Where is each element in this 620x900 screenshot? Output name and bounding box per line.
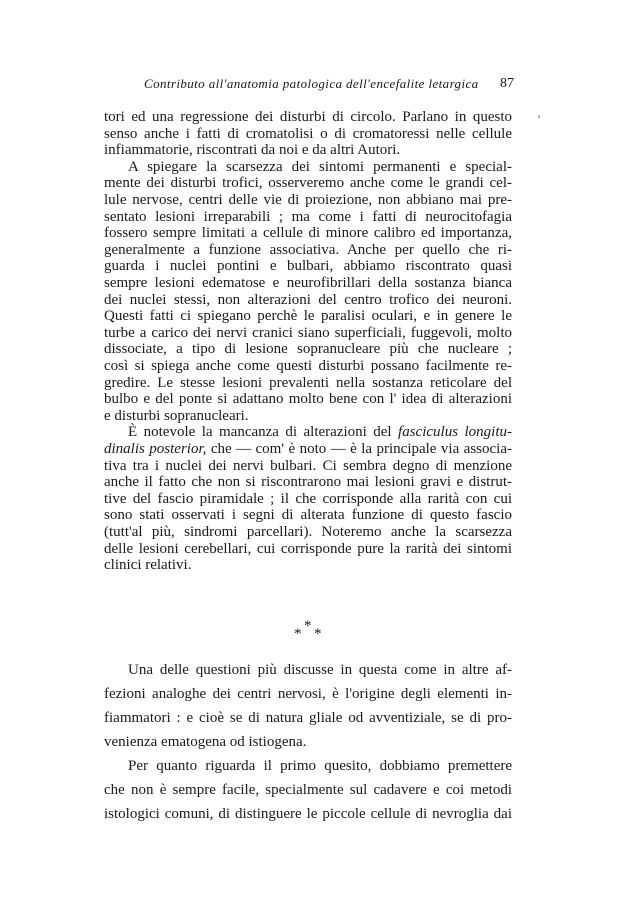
text-run: che — com' è noto — è la principale via associa-: [206, 441, 512, 457]
text-line: fossero sempre limitati a cellule di minore calibro ed importanza,: [104, 225, 512, 242]
text-line: clinici relativi.: [104, 557, 192, 574]
text-line: tive del fascio piramidale ; il che corrisponde alla rarità con cui: [104, 490, 512, 507]
text-line: turbe a carico dei nervi cranici siano superficiali, fuggevoli, molto: [104, 324, 512, 341]
text-line: che non è sempre facile, specialmente sul cadavere e coi metodi: [104, 782, 512, 798]
text-line: sono stati osservati i segni di alterata funzione di questo fascio: [104, 507, 512, 524]
text-line: infiammatorie, riscontrati da noi e da altri Autori.: [104, 142, 401, 159]
asterism-star: *: [314, 626, 322, 642]
italic-term: dinalis posterior,: [104, 441, 207, 457]
text-line: (tutt'al più, sindromi parcellari). Noteremo anche la scarsezza: [104, 524, 512, 540]
margin-mark: ': [538, 112, 541, 126]
text-line: sempre lesioni edematose e neurofibrillari della sostanza bianca: [104, 275, 512, 291]
text-line: lule nervose, centri delle vie di proiezione, non abbiano mai pre-: [104, 192, 512, 208]
text-line: senso anche i fatti di cromatolisi o di cromatoressi nelle cellule: [104, 125, 512, 142]
running-header: [104, 76, 518, 98]
running-title: Contributo all'anatomia patologica dell'encefalite letargica: [144, 76, 479, 91]
text-line: [128, 423, 512, 441]
text-line: A spiegare la scarsezza dei sintomi permanenti e special-: [128, 158, 512, 175]
text-line: fiammatori : e cioè se di natura gliale od avventiziale, se di pro-: [104, 710, 512, 726]
text-line: sentato lesioni irreparabili ; ma come i fatti di neurocitofagia: [104, 208, 512, 225]
text-line: Per quanto riguarda il primo quesito, dobbiamo premettere: [128, 758, 512, 774]
asterism-star: *: [304, 618, 312, 634]
section-asterism: [280, 618, 340, 648]
text-line: Questi fatti ci spiegano perchè le paralisi oculari, e in genere le: [104, 308, 512, 325]
text-line: mente dei disturbi trofici, osserveremo anche come le grandi cel-: [104, 175, 512, 192]
asterism-star: *: [294, 626, 302, 642]
text-line: così si spiega anche come questi disturbi possano facilmente re-: [104, 358, 512, 374]
text-line: anche il fatto che non si riscontrarono mai lesioni gravi e distrut-: [104, 474, 512, 491]
text-line: tiva tra i nuclei dei nervi bulbari. Ci sembra degno di menzione: [104, 457, 512, 474]
text-line: dei nuclei stessi, non alterazioni del centro trofico dei neuroni.: [104, 291, 512, 308]
text-line: dissociate, a tipo di lesione sopranucleare più che nucleare ;: [104, 341, 512, 358]
italic-term: fasciculus longitu-: [398, 424, 512, 441]
text-line: istologici comuni, di distinguere le piccole cellule di nevroglia dai: [104, 806, 512, 822]
text-line: fezioni analoghe dei centri nervosi, è l'origine degli elementi in-: [104, 686, 512, 702]
text-line: e disturbi sopranucleari.: [104, 407, 249, 424]
text-line: gredire. Le stesse lesioni prevalenti nella sostanza reticolare del: [104, 374, 512, 391]
text-line: guarda i nuclei pontini e bulbari, abbiamo riscontrato quasi: [104, 258, 512, 275]
text-line: [104, 440, 512, 458]
text-line: tori ed una regressione dei disturbi di circolo. Parlano in questo: [104, 109, 512, 125]
text-line: generalmente a funzione associativa. Anche per quello che ri-: [104, 241, 512, 258]
text-line: venienza ematogena od istiogena.: [104, 734, 307, 750]
text-line: bulbo e del ponte si adattano molto bene con l' idea di alterazioni: [104, 391, 512, 408]
text-line: Una delle questioni più discusse in questa come in altre af-: [128, 662, 512, 678]
text-run: È notevole la mancanza di alterazioni del: [128, 424, 392, 441]
text-line: delle lesioni cerebellari, cui corrisponde pure la rarità dei sintomi: [104, 540, 512, 557]
page-number: 87: [500, 76, 514, 91]
